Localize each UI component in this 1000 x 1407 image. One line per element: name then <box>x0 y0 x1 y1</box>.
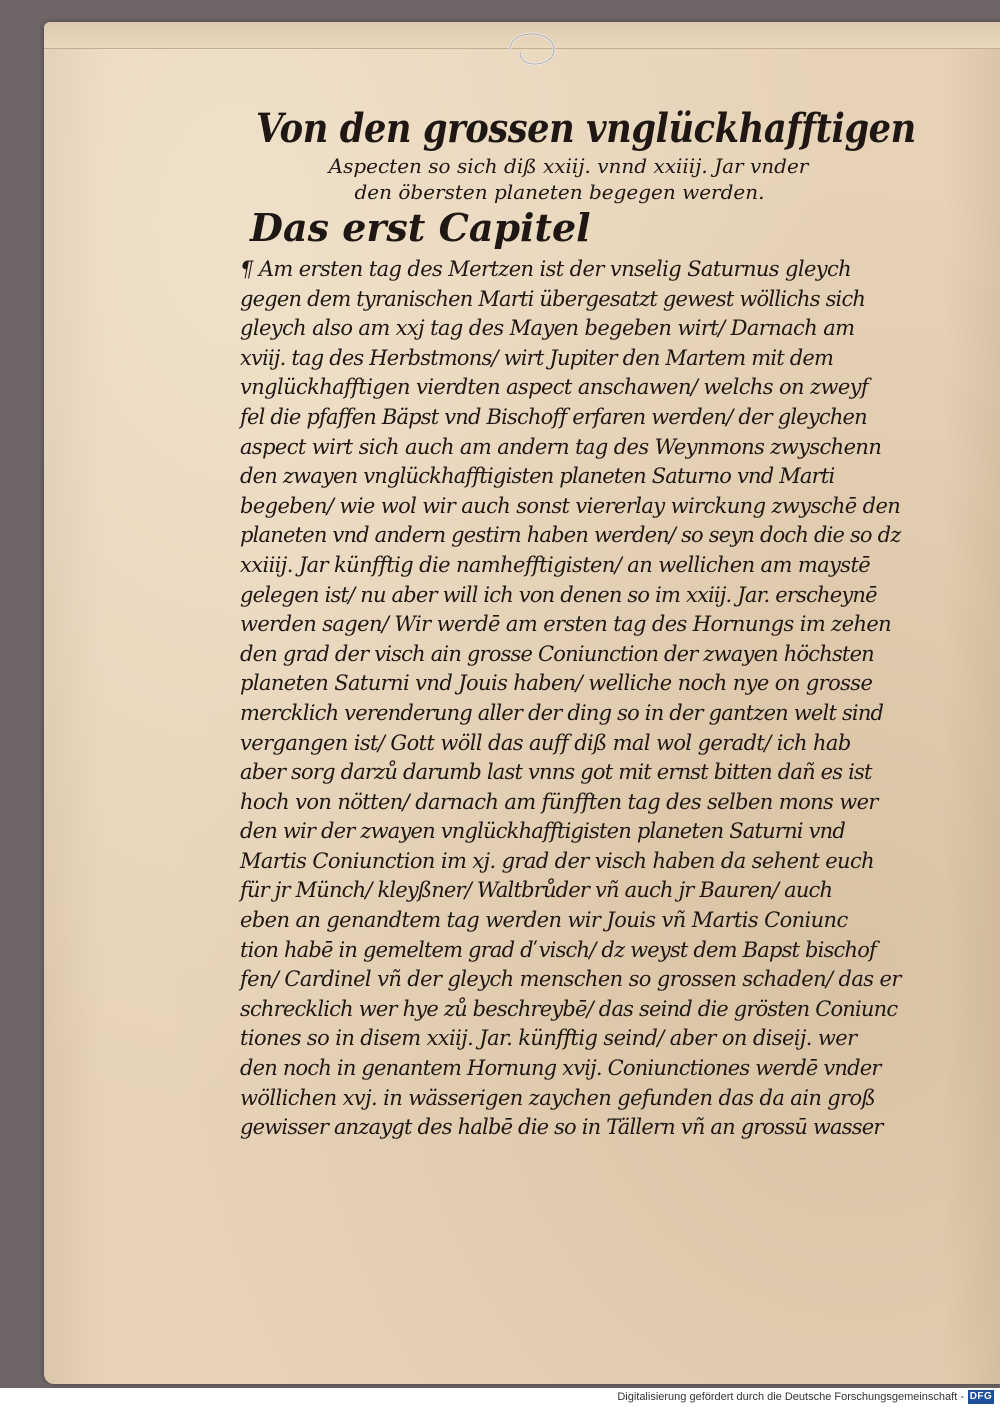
chapter-heading: Das erst Capitel <box>250 205 591 250</box>
dfg-logo-icon: DFG <box>969 1391 993 1402</box>
body-line: aspect wirt sich auch am andern tag des Weynmons zwyschenn <box>240 434 882 459</box>
paper-clip-icon <box>504 28 560 68</box>
body-line: eben an genandtem tag werden wir Jouis vñ Martis Coniunc <box>240 908 848 933</box>
body-line: den zwayen vnglückhafftigisten planeten Saturno vnd Marti <box>240 464 835 489</box>
body-line: tiones so in disem xxiij. Jar. künfftig seind/ aber on diseij. wer <box>240 1026 857 1051</box>
body-line: planeten Saturni vnd Jouis haben/ welliche noch nye on grosse <box>240 671 873 696</box>
body-line: fel die pfaffen Bäpst vnd Bischoff erfaren werden/ der gleychen <box>240 404 867 429</box>
body-line: den grad der visch ain grosse Coniunction der zwayen höchsten <box>240 641 874 666</box>
body-line: wöllichen xvj. in wässerigen zaychen gefunden das da ain groß <box>240 1085 876 1110</box>
body-line: gelegen ist/ nu aber will ich von denen so im xxiij. Jar. erscheynē <box>240 582 877 607</box>
body-line: werden sagen/ Wir werdē am ersten tag des Hornungs im zehen <box>240 612 892 637</box>
document-title: Von den grossen vnglückhafftigen <box>256 105 916 152</box>
body-line: ¶ Am ersten tag des Mertzen ist der vnselig Saturnus gleych <box>240 257 852 281</box>
body-line: vnglückhafftigen vierdten aspect anschawen/ welchs on zweyf <box>240 375 869 400</box>
body-line: gegen dem tyranischen Marti übergesatzt gewest wöllichs sich <box>240 286 866 311</box>
funding-credit: Digitalisierung gefördert durch die Deutsche Forschungsgemeinschaft - <box>617 1391 964 1403</box>
document-subtitle-line-2: den öbersten planeten begegen werden. <box>354 180 765 204</box>
body-line: für jr Münch/ kleyßner/ Waltbrůder vñ auch jr Bauren/ auch <box>240 878 833 903</box>
body-line: den noch in genantem Hornung xvij. Coniunctiones werdē vnder <box>240 1056 881 1081</box>
body-line: den wir der zwayen vnglückhafftigisten planeten Saturni vnd <box>240 819 845 844</box>
body-line: begeben/ wie wol wir auch sonst viererlay wirckung zwyschē den <box>240 493 901 518</box>
body-line: gewisser anzaygt des halbē die so in Tällern vñ an grossū wasser <box>240 1115 883 1140</box>
body-line: planeten vnd andern gestirn haben werden/ so seyn doch die so dz <box>240 523 901 548</box>
body-line: xviij. tag des Herbstmons/ wirt Jupiter den Martem mit dem <box>240 345 834 370</box>
body-text <box>240 255 941 1143</box>
body-line: schrecklich wer hye zů beschreybē/ das seind die grösten Coniunc <box>240 996 898 1021</box>
body-line: vergangen ist/ Gott wöll das auff diß mal wol geradt/ ich hab <box>240 730 851 755</box>
body-line: hoch von nötten/ darnach am fünfften tag des selben mons wer <box>240 789 878 814</box>
body-line: aber sorg darzů darumb last vnns got mit ernst bitten dañ es ist <box>240 760 872 785</box>
body-line: tion habē in gemeltem grad ď visch/ dz weyst dem Bapst bischof <box>240 937 877 962</box>
body-line: Martis Coniunction im xj. grad der visch haben da sehent euch <box>240 848 875 873</box>
body-line: fen/ Cardinel vñ der gleych menschen so grossen schaden/ das er <box>240 967 901 992</box>
body-line: gleych also am xxj tag des Mayen begeben wirt/ Darnach am <box>240 316 855 341</box>
document-subtitle-line-1: Aspecten so sich diß xxiij. vnnd xxiiij. Jar vnder <box>328 154 809 178</box>
footer-bar <box>0 1388 1000 1407</box>
body-line: xxiiij. Jar künfftig die namhefftigisten/ an wellichen am maystē <box>240 552 871 577</box>
body-line: mercklich verenderung aller der ding so in der gantzen welt sind <box>240 700 884 725</box>
document-text <box>196 105 941 1143</box>
